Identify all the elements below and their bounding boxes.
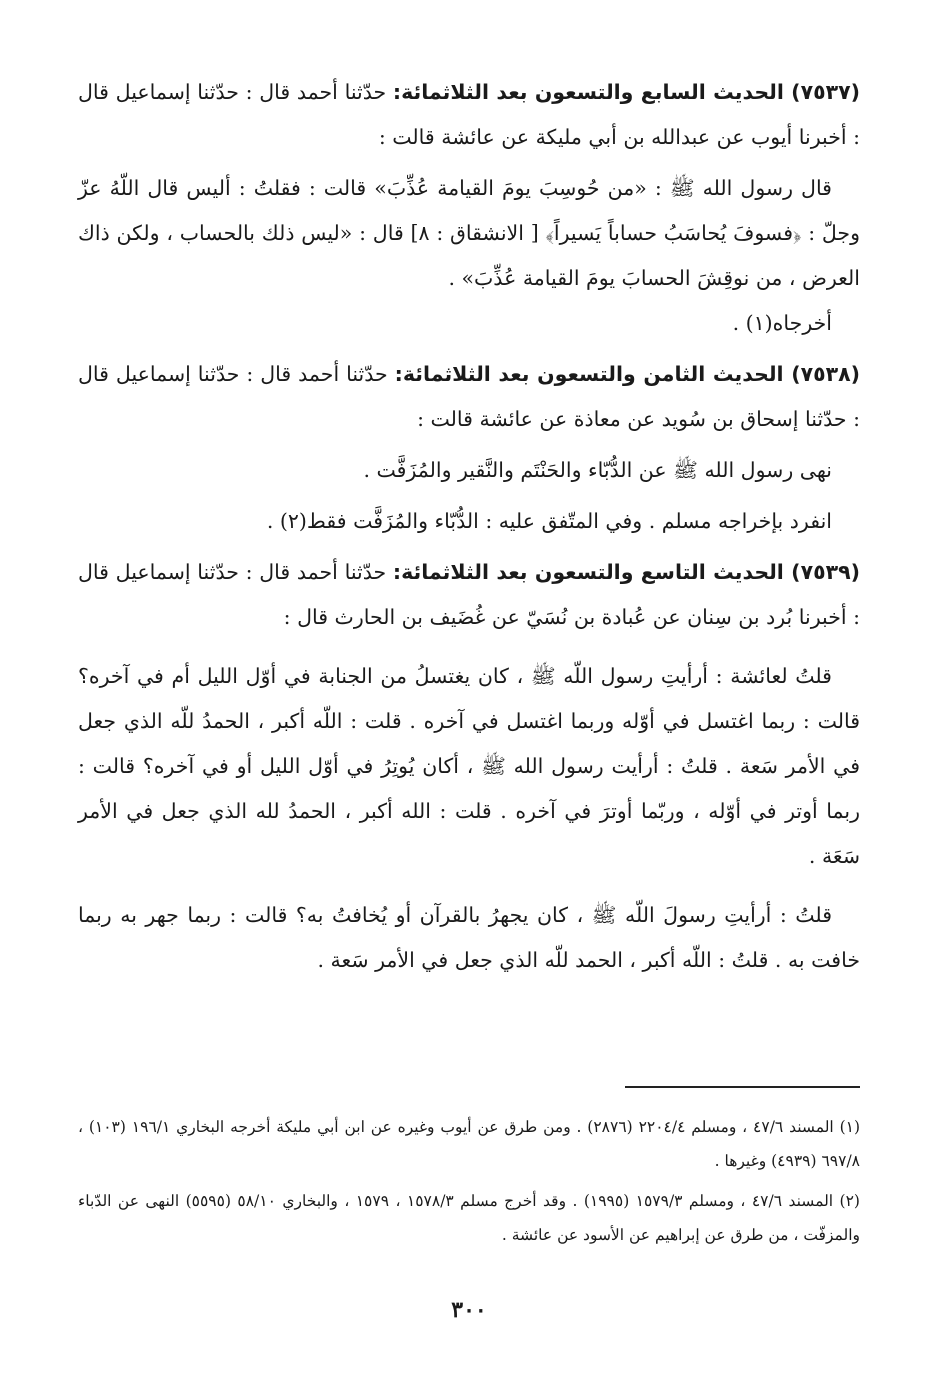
footnote-separator <box>625 1086 860 1088</box>
hadith-7538-note: انفرد بإخراجه مسلم . وفي المتّفق عليه : الدُّبّاء والمُزَفَّت فقط(٢) . <box>266 509 832 533</box>
hadith-7538-header: (٧٥٣٨) الحديث الثامن والتسعون بعد الثلاثمائة: <box>394 362 860 386</box>
hadith-7537-note: أخرجاه(١) . <box>732 311 832 335</box>
page-number: ٣٠٠ <box>451 1297 487 1323</box>
hadith-7538-body: نهى رسول الله ﷺ عن الدُّبّاء والحَنْتَم والنَّقير والمُزَفَّت . <box>363 458 832 482</box>
page-body <box>78 70 860 1370</box>
hadith-7538-intro <box>78 352 860 442</box>
hadith-7539-chain: حدّثنا أحمد قال : حدّثنا إسماعيل قال : أخبرنا بُرد بن سِنان عن عُبادة بن نُسَيّ عن غُضَيف بن الحارث قال : <box>78 560 860 629</box>
footnotes <box>78 1110 860 1252</box>
hadith-7539-header: (٧٥٣٩) الحديث التاسع والتسعون بعد الثلاثمائة: <box>392 560 860 584</box>
hadith-7537-intro <box>78 70 860 160</box>
footnote-1: (١) المسند ٤٧/٦ ، ومسلم ٢٢٠٤/٤ (٢٨٧٦) . ومن طرق عن أيوب وغيره عن ابن أبي مليكة أخرجه البخاري ١٩٦/١ (١٠٣) ، ٦٩٧/٨ (٤٩٣٩) وغيرها . <box>78 1118 861 1170</box>
hadith-7539-body-2: قلتُ : أرأيتِ رسولَ اللّه ﷺ ، كان يجهرُ بالقرآن أو يُخافتُ به؟ قالت : ربما جهر به ربما خافت به . قلتُ : اللّه أكبر ، الحمد للّه الذي جعل في الأمر سَعة . <box>78 903 860 972</box>
hadith-7538-chain: حدّثنا أحمد قال : حدّثنا إسماعيل قال : حدّثنا إسحاق بن سُويد عن معاذة عن عائشة قالت : <box>78 362 860 431</box>
hadith-7537-chain: حدّثنا أحمد قال : حدّثنا إسماعيل قال : أخبرنا أيوب عن عبدالله بن أبي مليكة عن عائشة قالت : <box>78 80 860 149</box>
footnote-2: (٢) المسند ٤٧/٦ ، ومسلم ١٥٧٩/٣ (١٩٩٥) . وقد أخرج مسلم ١٥٧٨/٣ ، ١٥٧٩ ، والبخاري ٥٨/١٠ (٥٥٩٥) النهى عن الدّباء والمزفّت ، من طرق عن إبراهيم عن الأسود عن عائشة . <box>78 1192 860 1244</box>
hadith-7537-header: (٧٥٣٧) الحديث السابع والتسعون بعد الثلاثمائة: <box>392 80 860 104</box>
hadith-7539-intro <box>78 550 860 640</box>
hadith-7539-body-1: قلتُ لعائشة : أرأيتِ رسول اللّه ﷺ ، كان يغتسلُ من الجنابة في أوّل الليل أم في آخره؟ قالت : ربما اغتسل في أوّله وربما اغتسل في آخره . قلت : اللّه أكبر ، الحمدُ للّه الذي جعل في الأمر سَعة . قلتُ : أرأيت رسول الله ﷺ ، أكان يُوتِرُ في أوّل الليل أو في آخره؟ قالت : ربما أوتر في أوّله ، وربّما أوترَ في آخره . قلت : الله أكبر ، الحمدُ لله الذي جعل في الأمر سَعَة . <box>78 664 860 868</box>
hadith-7537-body: قال رسول الله ﷺ : «من حُوسِبَ يومَ القيامة عُذِّبَ» قالت : فقلتُ : أليس قال اللّهُ عزّ وجلّ : ﴿فسوفَ يُحاسَبُ حساباً يَسيراً﴾ [ الانشقاق : ٨] قال : «ليس ذلك بالحساب ، ولكن ذاك العرض ، من نوقِشَ الحسابَ يومَ القيامة عُذِّبَ» . <box>78 176 860 290</box>
